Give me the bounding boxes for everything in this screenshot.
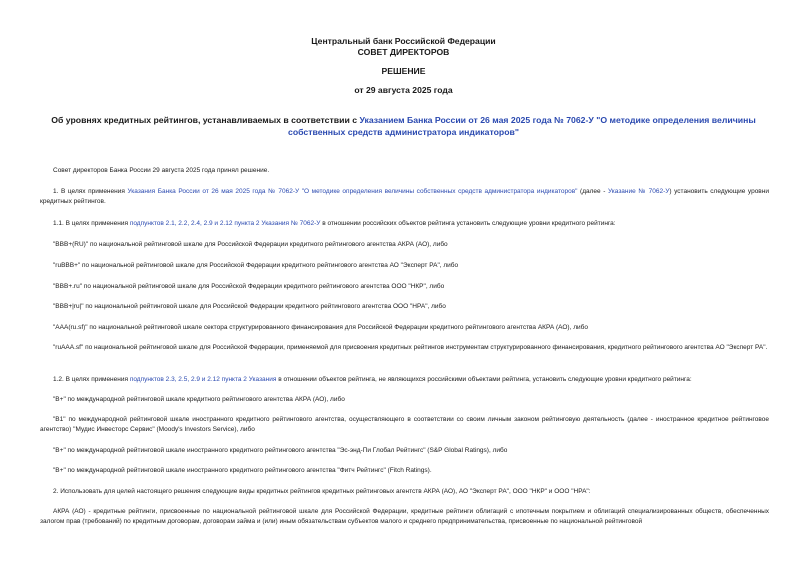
org-name: Центральный банк Российской Федерации xyxy=(311,36,496,46)
p1-text-a: 1. В целях применения xyxy=(53,188,128,195)
rating-ru-expert: "ruBBB+" по национальной рейтинговой шкале для Российской Федерации кредитного рейтингового агентства АО "Эксперт РА", либо xyxy=(53,262,459,269)
paragraph-1-1 xyxy=(40,219,769,229)
intro-paragraph: Совет директоров Банка России 29 августа 2025 года принял решение. xyxy=(53,167,270,174)
rating-ru-akra-sf: "AAA(ru.sf)" по национальной рейтинговой шкале сектора структурированного финансирования для Российской Федерации кредитного рейтингового агентства АКРА (АО), либо xyxy=(53,324,588,331)
rating-ru-expert-sf: "ruAAA.sf" по национальной рейтинговой шкале для Российской Федерации, применяемой для присвоения кредитных рейтингов инструментам структурированного финансирования, кредитного рейтингового агентства АО "Эксперт РА". xyxy=(53,344,768,351)
rating-ru-nkr: "BBB+.ru" по национальной рейтинговой шкале для Российской Федерации кредитного рейтингового агентства ООО "НКР", либо xyxy=(53,283,445,290)
rating-ru-nra: "BBB+|ru|" по национальной рейтинговой шкале для Российской Федерации кредитного рейтингового агентства ООО "НРА", либо xyxy=(53,303,446,310)
paragraph-1 xyxy=(40,187,769,207)
document-title xyxy=(30,114,777,138)
rating-int-fitch: "B+" по международной рейтинговой шкале иностранного кредитного рейтингового агентства "Фитч Рейтингс" (Fitch Ratings). xyxy=(53,467,432,474)
paragraph-akra-types: АКРА (АО) - кредитные рейтинги, присвоенные по национальной рейтинговой шкале для Российской Федерации, кредитные рейтинги облигаций с ипотечным покрытием и облигаций специализированных обществ, обеспеченных залогом прав (требований) по кредитным договорам, договорам займа и (или) иным обязательствам субъектов малого и среднего предпринимательства, присвоенные по национальной рейтинговой xyxy=(40,508,769,525)
p1-short-link[interactable]: Указание № 7062-У xyxy=(607,188,670,195)
rating-int-moodys: "B1" по международной рейтинговой шкале иностранного кредитного рейтингового агентства, осуществляющего в соответствии со своим личным законом рейтинговую деятельность (далее - иностранное кредитное рейтинговое агентство) "Мудис Инвесторс Сервис" (Moody's Investors Service), либо xyxy=(40,416,769,433)
p12-text-a: 1.2. В целях применения xyxy=(53,376,130,383)
title-text: Об уровнях кредитных рейтингов, устанавливаемых в соответствии с xyxy=(51,115,360,125)
p11-text-b: в отношении российских объектов рейтинга установить следующие уровни кредитного рейтинга: xyxy=(320,220,616,227)
title-link[interactable]: Указанием Банка России от 26 мая 2025 года № 7062-У "О методике определения величины собственных средств администратора индикаторов" xyxy=(288,115,756,137)
paragraph-1-2 xyxy=(40,375,769,385)
paragraph-2: 2. Использовать для целей настоящего решения следующие виды кредитных рейтингов кредитных рейтинговых агентств АКРА (АО), АО "Эксперт РА", ООО "НКР" и ООО "НРА": xyxy=(53,488,591,495)
p1-decree-link[interactable]: Указания Банка России от 26 мая 2025 года № 7062-У "О методике определения величины собственных средств администратора индикаторов" xyxy=(127,188,578,195)
rating-ru-akra: "BBB+(RU)" по национальной рейтинговой шкале для Российской Федерации кредитного рейтингового агентства АКРА (АО), либо xyxy=(53,241,448,248)
board-name: СОВЕТ ДИРЕКТОРОВ xyxy=(357,47,450,57)
rating-int-sp: "B+" по международной рейтинговой шкале иностранного кредитного рейтингового агентства "Эс-энд-Пи Глобал Рейтингс" (S&P Global Ratings), либо xyxy=(53,447,508,454)
rating-int-akra: "B+" по международной рейтинговой шкале кредитного рейтингового агентства АКРА (АО), либо xyxy=(53,396,345,403)
p1-text-b: (далее - xyxy=(577,188,608,195)
p12-text-b: в отношении объектов рейтинга, не являющихся российскими объектами рейтинга, установить следующие уровни кредитного рейтинга: xyxy=(276,376,692,383)
doc-type: РЕШЕНИЕ xyxy=(381,66,426,76)
p11-link[interactable]: подпунктов 2.1, 2.2, 2.4, 2.9 и 2.12 пункта 2 Указания № 7062-У xyxy=(129,220,321,227)
doc-date: от 29 августа 2025 года xyxy=(354,85,453,95)
p11-text-a: 1.1. В целях применения xyxy=(53,220,130,227)
p1-text-c: ) установить следующие уровни кредитных рейтингов. xyxy=(40,188,769,205)
p12-link[interactable]: подпунктов 2.3, 2.5, 2.9 и 2.12 пункта 2 Указания xyxy=(129,376,277,383)
